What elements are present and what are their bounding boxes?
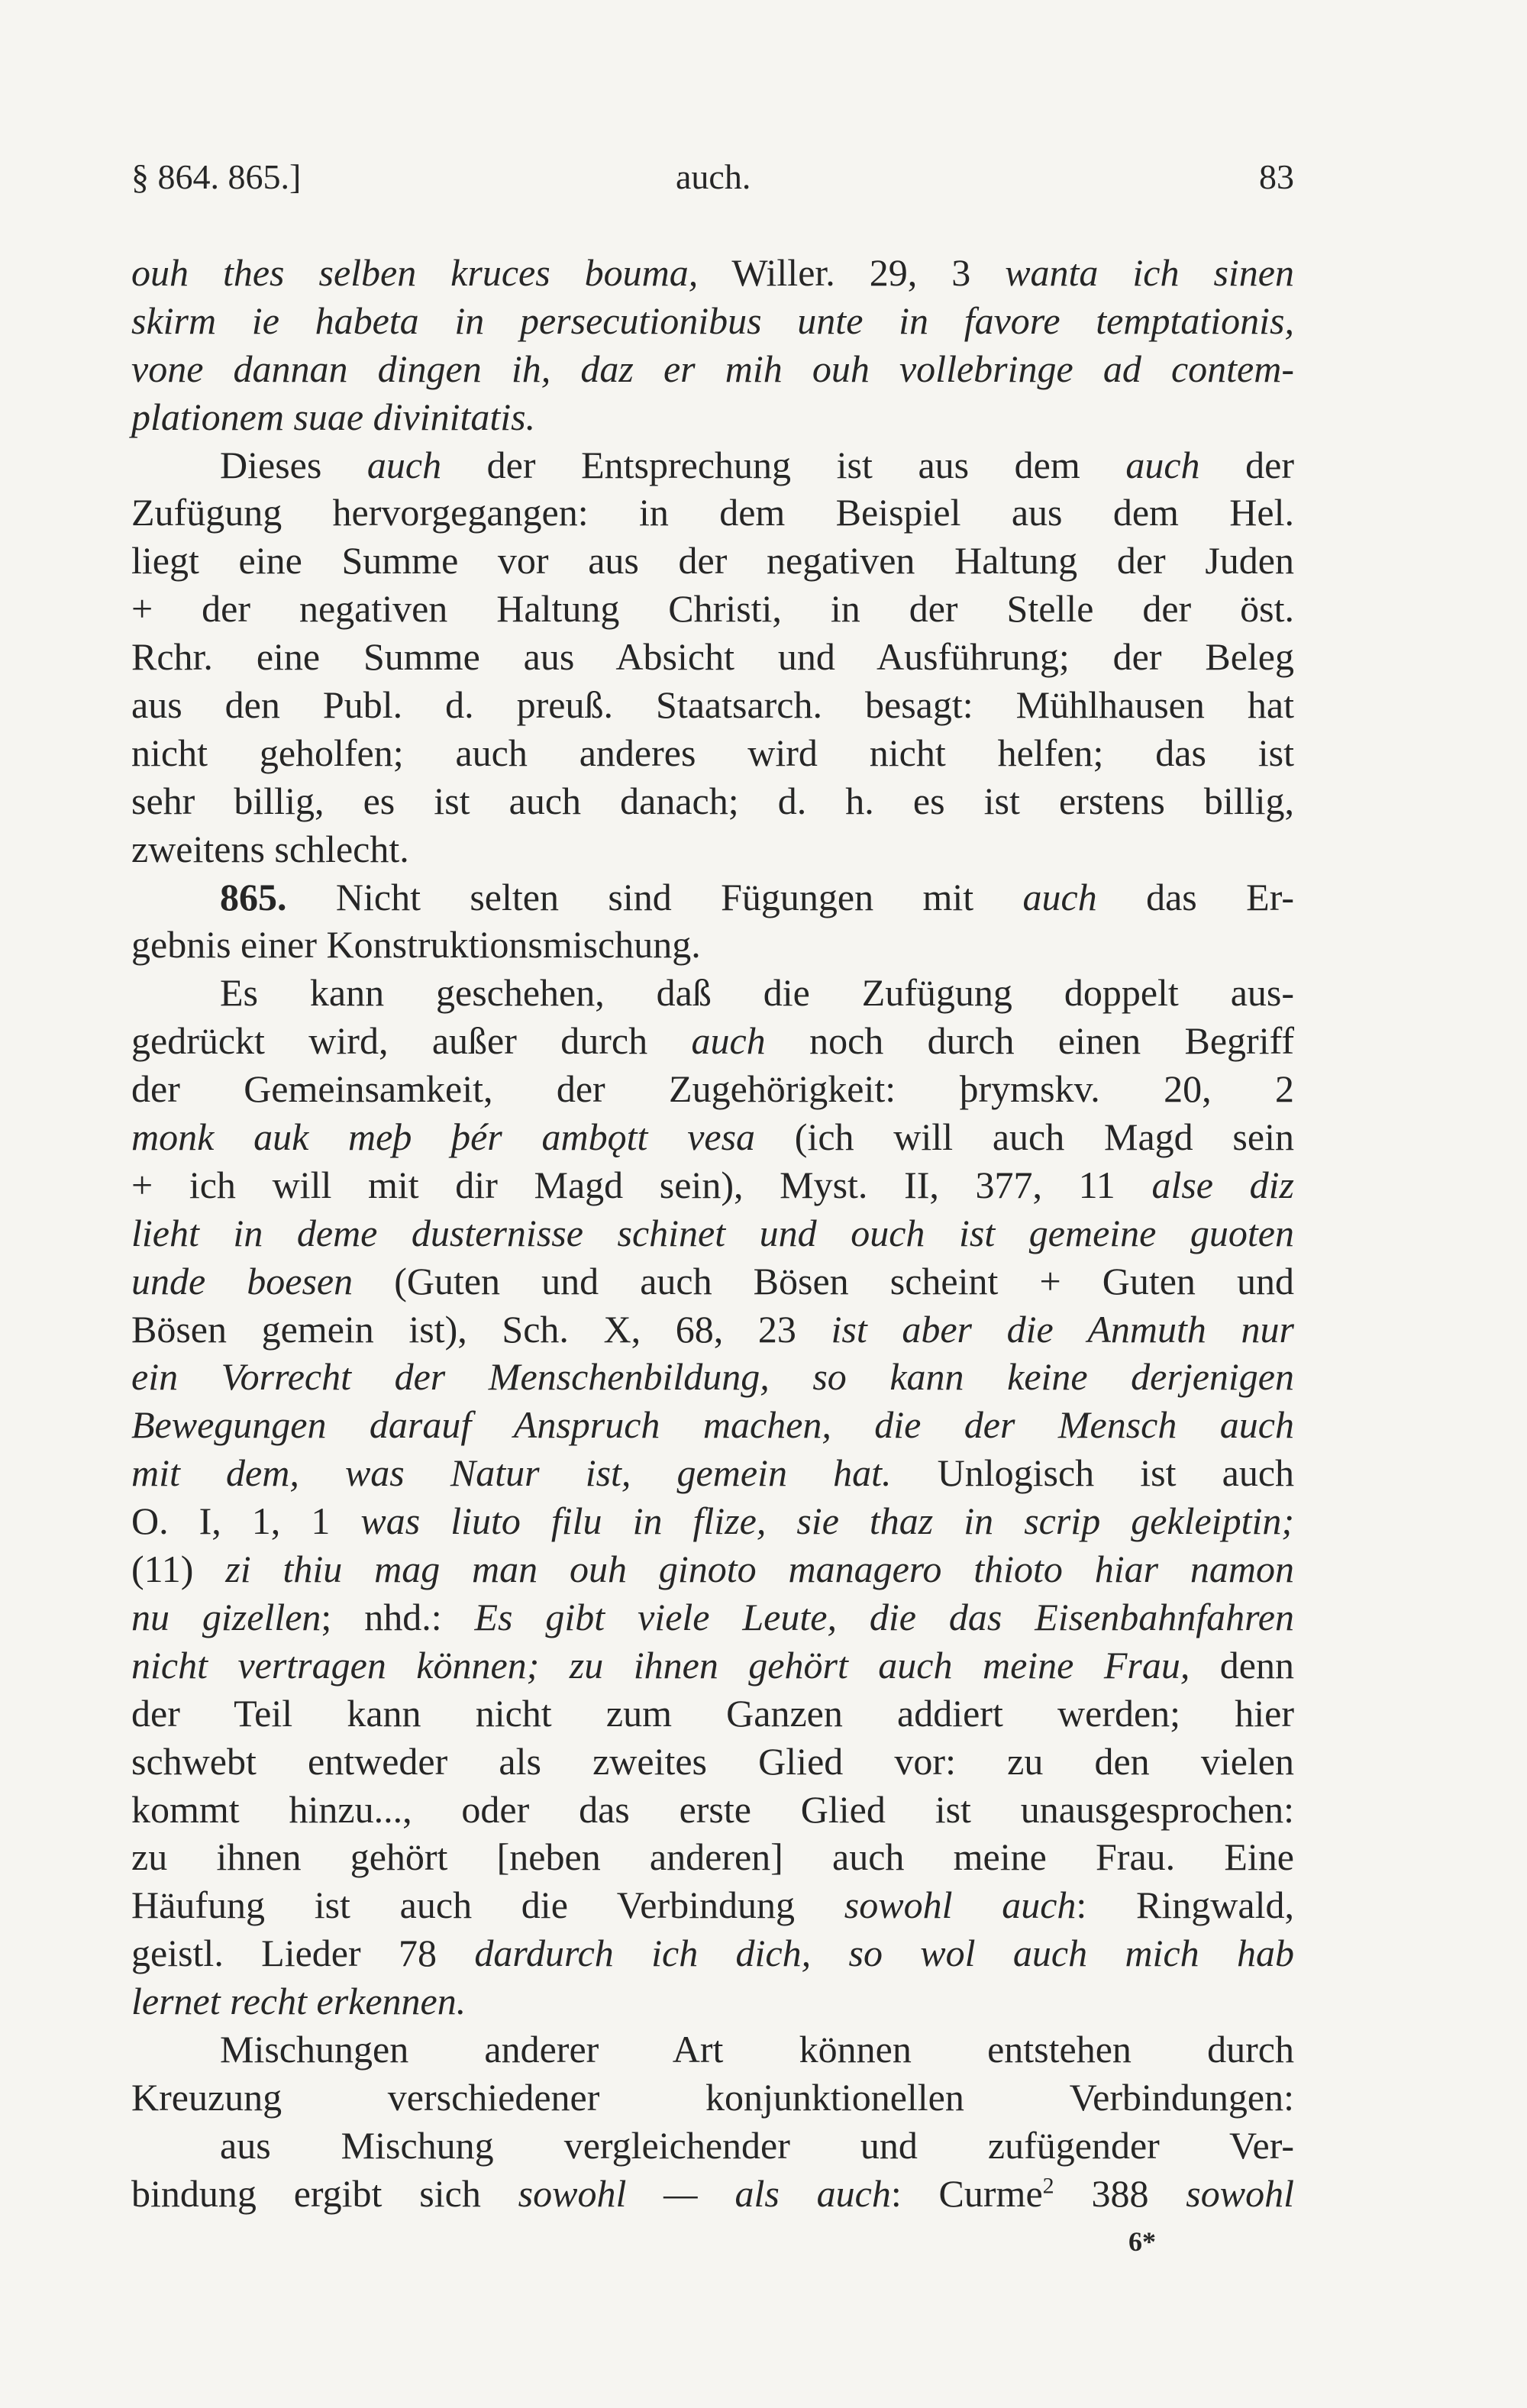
text-line <box>131 777 1294 825</box>
text-run: 388 <box>1054 2171 1186 2215</box>
text-line <box>131 1306 1294 1354</box>
italic-quote: plationem suae divinitatis. <box>131 395 536 438</box>
text-run: Zufügung hervorgegangen: in dem Beispiel aus dem Hel. <box>131 491 1294 534</box>
text-run: noch durch einen Begriff <box>765 1019 1294 1063</box>
text-run: aus den Publ. d. preuß. Staatsarch. besagt: Mühlhausen hat <box>131 683 1294 727</box>
text-line <box>131 1209 1294 1257</box>
text-run: Dieses <box>220 443 367 486</box>
italic-quote: auch <box>1022 875 1097 918</box>
italic-quote: sowohl auch <box>844 1883 1077 1927</box>
text-run: gebnis einer Konstruktionsmischung. <box>131 923 701 967</box>
text-run: : Curme <box>890 2171 1043 2215</box>
text-line <box>131 2170 1294 2218</box>
text-line <box>131 1881 1294 1929</box>
italic-quote: sowohl — als auch <box>518 2171 891 2215</box>
text-run: + ich will mit dir Magd sein), Myst. II, 377, 11 <box>131 1163 1152 1206</box>
text-line <box>131 921 1294 969</box>
text-run: sehr billig, es ist auch danach; d. h. es ist erstens billig, <box>131 779 1294 822</box>
running-head-title: auch. <box>676 157 751 196</box>
text-run: zweitens schlecht. <box>131 827 409 870</box>
italic-quote: lernet recht erkennen. <box>131 1980 466 2023</box>
italic-quote: was liuto filu in flize, sie thaz in scrip gekleiptin; <box>360 1499 1295 1543</box>
text-run: (11) <box>131 1548 226 1591</box>
italic-quote: wanta ich sinen <box>1005 251 1294 294</box>
text-run: nicht geholfen; auch anderes wird nicht helfen; das ist <box>131 731 1294 774</box>
text-run: Mischungen anderer Art können entstehen durch <box>220 2027 1294 2071</box>
text-run: denn <box>1190 1643 1294 1687</box>
text-line <box>131 633 1294 681</box>
text-run: + der negativen Haltung Christi, in der Stelle der öst. <box>131 587 1294 631</box>
text-line <box>131 2122 1294 2170</box>
text-line <box>131 1977 1294 2025</box>
text-line <box>131 825 1294 873</box>
superscript: 2 <box>1042 2172 1054 2198</box>
text-line <box>131 969 1294 1017</box>
text-run: liegt eine Summe vor aus der negativen Haltung der Juden <box>131 539 1294 583</box>
text-run: (Guten und auch Bösen scheint + Guten und <box>353 1259 1294 1302</box>
text-run: Nicht selten sind Fügungen mit <box>286 875 1023 918</box>
text-line <box>131 1257 1294 1306</box>
text-line <box>131 1113 1294 1161</box>
text-line <box>131 1017 1294 1065</box>
text-line <box>131 1641 1294 1690</box>
text-line <box>131 681 1294 729</box>
italic-quote: ein Vorrecht der Menschenbildung, so kann keine derjenigen <box>131 1355 1294 1399</box>
italic-quote: sowohl <box>1186 2171 1294 2215</box>
text-line <box>131 249 1294 297</box>
italic-quote: auch <box>366 443 442 486</box>
italic-quote: alse diz <box>1151 1163 1294 1206</box>
italic-quote: skirm ie habeta in persecutionibus unte in favore temptationis, <box>131 299 1294 342</box>
text-run: gedrückt wird, außer durch <box>131 1019 692 1063</box>
text-run: : Ringwald, <box>1076 1883 1294 1927</box>
text-run: Es kann geschehen, daß die Zufügung doppelt aus- <box>220 971 1294 1015</box>
text-line <box>131 1353 1294 1401</box>
text-run: Bösen gemein ist), Sch. X, 68, 23 <box>131 1307 831 1351</box>
text-run: (ich will auch Magd sein <box>755 1115 1294 1159</box>
text-line <box>131 1401 1294 1449</box>
text-run: zu ihnen gehört [neben anderen] auch meine Frau. Eine <box>131 1835 1294 1879</box>
italic-quote: nicht vertragen können; zu ihnen gehört auch meine Frau, <box>131 1643 1190 1687</box>
text-run: der <box>1199 443 1294 486</box>
text-line <box>131 1497 1294 1545</box>
text-run: der Entsprechung ist aus dem <box>441 443 1126 486</box>
italic-quote: monk auk meþ þér ambǫtt vesa <box>131 1115 756 1159</box>
text-line <box>131 1449 1294 1497</box>
text-run: der Gemeinsamkeit, der Zugehörigkeit: þrymskv. 20, 2 <box>131 1067 1294 1111</box>
italic-quote: auch <box>1125 443 1200 486</box>
text-line <box>131 537 1294 585</box>
italic-quote: mit dem, was Natur ist, gemein hat. <box>131 1451 892 1495</box>
text-line <box>131 297 1294 345</box>
text-run: Willer. 29, 3 <box>698 251 1006 294</box>
italic-quote: unde boesen <box>131 1259 354 1302</box>
italic-quote: ist aber die Anmuth nur <box>831 1307 1294 1351</box>
text-line <box>131 393 1294 441</box>
text-line <box>131 1593 1294 1641</box>
text-line <box>131 489 1294 537</box>
text-run: kommt hinzu..., oder das erste Glied ist unausgesprochen: <box>131 1787 1294 1831</box>
text-run: ; nhd.: <box>321 1595 475 1638</box>
page-number: 83 <box>1259 157 1294 196</box>
text-run: Häufung ist auch die Verbindung <box>131 1883 844 1927</box>
running-head-sections: § 864. 865.] <box>131 157 302 196</box>
text-run: Kreuzung verschiedener konjunktionellen Verbindungen: <box>131 2075 1294 2119</box>
italic-quote: auch <box>691 1019 766 1063</box>
text-line <box>131 2025 1294 2074</box>
text-line <box>131 585 1294 633</box>
italic-quote: dardurch ich dich, so wol auch mich hab <box>474 1932 1294 1975</box>
text-run: geistl. Lieder 78 <box>131 1932 475 1975</box>
text-run: der Teil kann nicht zum Ganzen addiert werden; hier <box>131 1691 1294 1735</box>
text-line <box>131 1786 1294 1834</box>
italic-quote: vone dannan dingen ih, daz er mih ouh vollebringe ad contem- <box>131 347 1294 390</box>
italic-quote: lieht in deme dusternisse schinet und ouch ist gemeine guoten <box>131 1211 1294 1254</box>
text-line <box>131 1833 1294 1881</box>
italic-quote: nu gizellen <box>131 1595 321 1638</box>
text-run: O. I, 1, 1 <box>131 1499 361 1543</box>
body-text <box>131 249 1294 2218</box>
signature-mark: 6* <box>1128 2226 1156 2257</box>
text-run: bindung ergibt sich <box>131 2171 518 2215</box>
text-line <box>131 1929 1294 1977</box>
text-line <box>131 2074 1294 2122</box>
text-run: aus Mischung vergleichender und zufügender Ver- <box>220 2123 1294 2167</box>
text-run: Rchr. eine Summe aus Absicht und Ausführung; der Beleg <box>131 635 1294 679</box>
italic-quote: zi thiu mag man ouh ginoto managero thioto hiar namon <box>225 1548 1295 1591</box>
text-line <box>131 873 1294 922</box>
italic-quote: ouh thes selben kruces bouma, <box>131 251 699 294</box>
text-line <box>131 441 1294 489</box>
text-run: schwebt entweder als zweites Glied vor: zu den vielen <box>131 1739 1294 1783</box>
italic-quote: Bewegungen darauf Anspruch machen, die der Mensch auch <box>131 1403 1294 1447</box>
italic-quote: Es gibt viele Leute, die das Eisenbahnfahren <box>474 1595 1294 1638</box>
text-line <box>131 729 1294 777</box>
text-line <box>131 1545 1294 1593</box>
text-run: Unlogisch ist auch <box>891 1451 1295 1495</box>
section-number: 865. <box>220 875 287 918</box>
text-line <box>131 345 1294 393</box>
text-run: das Er- <box>1096 875 1294 918</box>
text-line <box>131 1065 1294 1113</box>
text-line <box>131 1690 1294 1738</box>
text-line <box>131 1738 1294 1786</box>
text-line <box>131 1161 1294 1209</box>
